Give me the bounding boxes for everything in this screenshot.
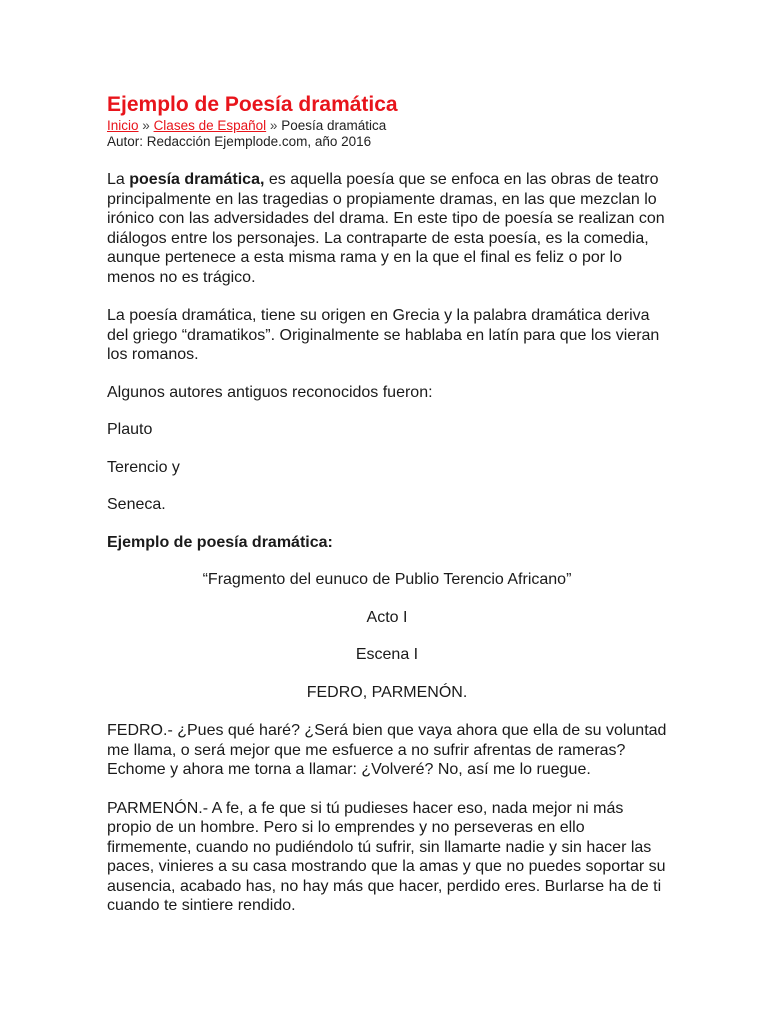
dialogue-fedro: FEDRO.- ¿Pues qué haré? ¿Será bien que vaya ahora que ella de su voluntad me llama, o será mejor que me esfuerce a no sufrir afrentas de rameras? Echome y ahora me torna a llamar: ¿Volveré? No, así me lo ruegue. [107,722,667,778]
paragraph-rest: es aquella poesía que se enfoca en las obras de teatro principalmente en las tragedias o propiamente dramas, en las que mezclan lo irónico con las adversidades del drama. En este tipo de poesía se realizan con diálogos entre los personajes. La contraparte de esta poesía, es la comedia, aunque pertenece a esta misma rama y en la que el final es feliz o por lo menos no es trágico. [107,171,665,286]
author-item: Seneca. [107,496,166,513]
term-highlight: poesía dramática, [129,171,265,188]
breadcrumb [107,118,667,134]
paragraph-authors-intro: Algunos autores antiguos reconocidos fueron: [107,383,433,401]
act-label: Acto I [366,608,408,626]
paragraph-definition [107,170,667,287]
breadcrumb-category-link[interactable]: Clases de Español [153,118,267,133]
scene-label: Escena I [355,646,419,663]
breadcrumb-separator: » [269,118,278,133]
dialogue-parmenon: PARMENÓN.- A fe, a fe que si tú pudieses hacer eso, nada mejor ni más propio de un hombre. Pero si lo emprendes y no perseveras en ello firmemente, cuando no pudiéndolo tú sufrir, sin llamarte nadie y sin hacer las paces, vinieres a su casa mostrando que la amas y que no puedes soportar su ausencia, acabado has, no hay más que hacer, perdido eres. Burlarse ha de ti cuando te sintiere rendido. [107,799,666,914]
characters-label: FEDRO, PARMENÓN. [306,683,468,701]
breadcrumb-separator: » [142,118,150,133]
author-item: Terencio y [107,458,180,476]
paragraph-prefix: La [107,171,130,188]
author-line: Autor: Redacción Ejemplode.com, año 2016 [107,134,372,149]
breadcrumb-current: Poesía dramática [281,118,387,133]
breadcrumb-home-link[interactable]: Inicio [107,118,139,133]
paragraph-origin: La poesía dramática, tiene su origen en Grecia y la palabra dramática deriva del griego “dramatikos”. Originalmente se hablaba en latín para que los vieran los romanos. [107,307,660,363]
article-content [107,92,667,916]
page-title: Ejemplo de Poesía dramática [107,93,398,116]
author-item: Plauto [107,421,153,438]
fragment-title: “Fragmento del eunuco de Publio Terencio Africano” [202,571,572,588]
example-heading: Ejemplo de poesía dramática: [107,533,333,551]
